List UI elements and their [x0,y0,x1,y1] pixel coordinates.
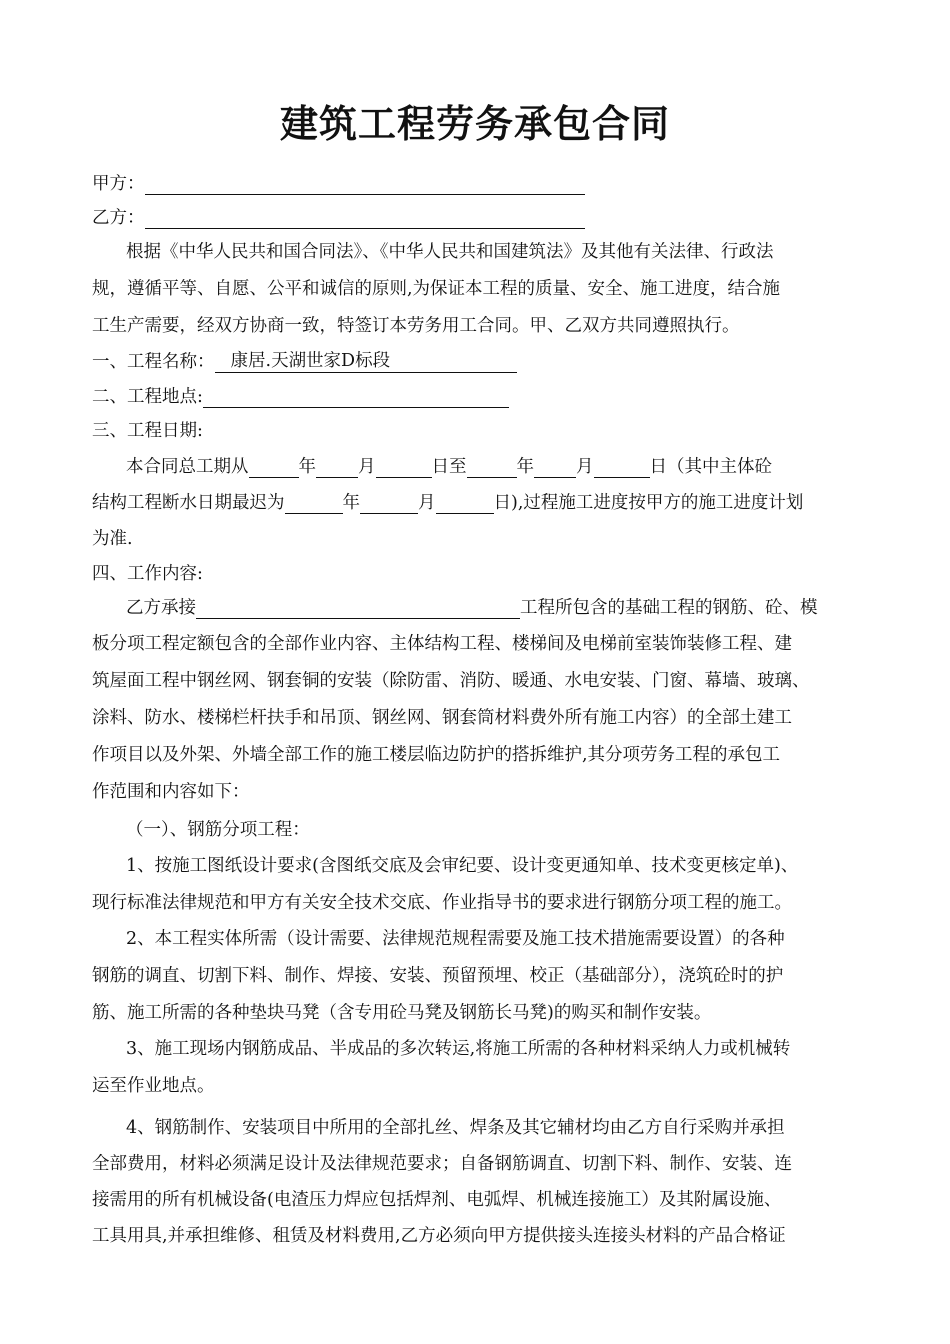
item-line: 4、钢筋制作、安装项目中所用的全部扎丝、焊条及其它辅材均由乙方自行采购并承担 [126,1118,785,1138]
intro-line: 规，遵循平等、自愿、公平和诚信的原则,为保证本工程的质量、安全、施工进度，结合施 [92,279,781,299]
start-month-blank [316,455,358,478]
work-project-blank [196,596,520,619]
work-line: 板分项工程定额包含的全部作业内容、主体结构工程、楼梯间及电梯前室装饰装修工程、建 [92,634,792,654]
work-text: 乙方承接 [126,598,196,618]
item-line: 1、按施工图纸设计要求(含图纸交底及会审纪要、设计变更通知单、技术变更核定单)、 [126,856,799,876]
project-name-blank [215,350,517,373]
project-site-label: 二、工程地点: [92,387,203,407]
end-year-blank [467,455,517,478]
work-line-1 [126,591,872,625]
end-day-blank [594,455,650,478]
document-title: 建筑工程劳务承包合同 [279,102,670,146]
item-line: 2、本工程实体所需（设计需要、法律规范规程需要及施工技术措施需要设置）的各种 [126,929,785,949]
party-a-label: 甲方： [92,174,145,194]
date-text: 月 [418,493,436,513]
work-line: 涂料、防水、楼梯栏杆扶手和吊顶、钢丝网、钢套筒材料费外所有施工内容）的全部土建工 [92,708,792,728]
start-day-blank [376,455,432,478]
party-b-blank [145,206,585,229]
intro-line: 根据《中华人民共和国合同法》、《中华人民共和国建筑法》及其他有关法律、行政法 [126,242,774,262]
project-date-label: 三、工程日期: [92,421,203,441]
item-line: 运至作业地点。 [92,1076,215,1096]
section-heading: （一）、钢筋分项工程： [126,820,310,840]
item-line: 钢筋的调直、切割下料、制作、焊接、安装、预留预埋、校正（基础部分），浇筑砼时的护 [92,966,784,986]
start-year-blank [249,455,299,478]
party-a-blank [145,172,585,195]
date-text: 结构工程断水日期最迟为 [92,493,285,513]
project-name-label: 一、工程名称： [92,352,215,372]
cutoff-day-blank [436,491,494,514]
date-line-2 [92,486,872,520]
project-site-blank [203,385,509,408]
date-text: 月 [358,457,376,477]
work-text: 工程所包含的基础工程的钢筋、砼、模 [520,598,818,618]
cutoff-year-blank [285,491,343,514]
date-text: 年 [342,493,360,513]
party-b-label: 乙方： [92,208,145,228]
item-line: 3、施工现场内钢筋成品、半成品的多次转运,将施工所需的各种材料采纳人力或机械转 [126,1039,791,1059]
work-line: 作范围和内容如下： [92,782,250,802]
date-line-1 [126,450,872,484]
work-line: 作项目以及外架、外墙全部工作的施工楼层临边防护的搭拆维护,其分项劳务工程的承包工 [92,745,781,765]
item-line: 全部费用，材料必须满足设计及法律规范要求；自备钢筋调直、切割下料、制作、安装、连 [92,1154,792,1174]
item-line: 工具用具,并承担维修、租赁及材料费用,乙方必须向甲方提供接头连接头材料的产品合格证 [92,1226,786,1246]
intro-line: 工生产需要，经双方协商一致，特签订本劳务用工合同。甲、乙双方共同遵照执行。 [92,316,740,336]
work-label: 四、工作内容: [92,564,203,584]
project-site-line [92,380,872,414]
item-line: 接需用的所有机械设备(电渣压力焊应包括焊剂、电弧焊、机械连接施工）及其附属设施、 [92,1190,782,1210]
item-line: 现行标准法律规范和甲方有关安全技术交底、作业指导书的要求进行钢筋分项工程的施工。 [92,893,792,913]
project-name-line [92,345,872,379]
work-line: 筑屋面工程中钢丝网、钢套铜的安装（除防雷、消防、暖通、水电安装、门窗、幕墙、玻璃、 [92,671,810,691]
date-text: 年 [298,457,316,477]
date-line-3: 为准. [92,529,133,549]
end-month-blank [534,455,576,478]
party-a-line [92,167,872,201]
date-text: 本合同总工期从 [126,457,249,477]
party-b-line [92,201,872,235]
project-name-value: 康居.天湖世家D标段 [230,351,391,371]
item-line: 筋、施工所需的各种垫块马凳（含专用砼马凳及钢筋长马凳)的购买和制作安装。 [92,1003,712,1023]
date-text: 日（其中主体砼 [649,457,772,477]
date-text: 日),过程施工进度按甲方的施工进度计划 [493,493,804,513]
date-text: 日至 [431,457,467,477]
date-text: 年 [516,457,534,477]
cutoff-month-blank [360,491,418,514]
date-text: 月 [576,457,594,477]
